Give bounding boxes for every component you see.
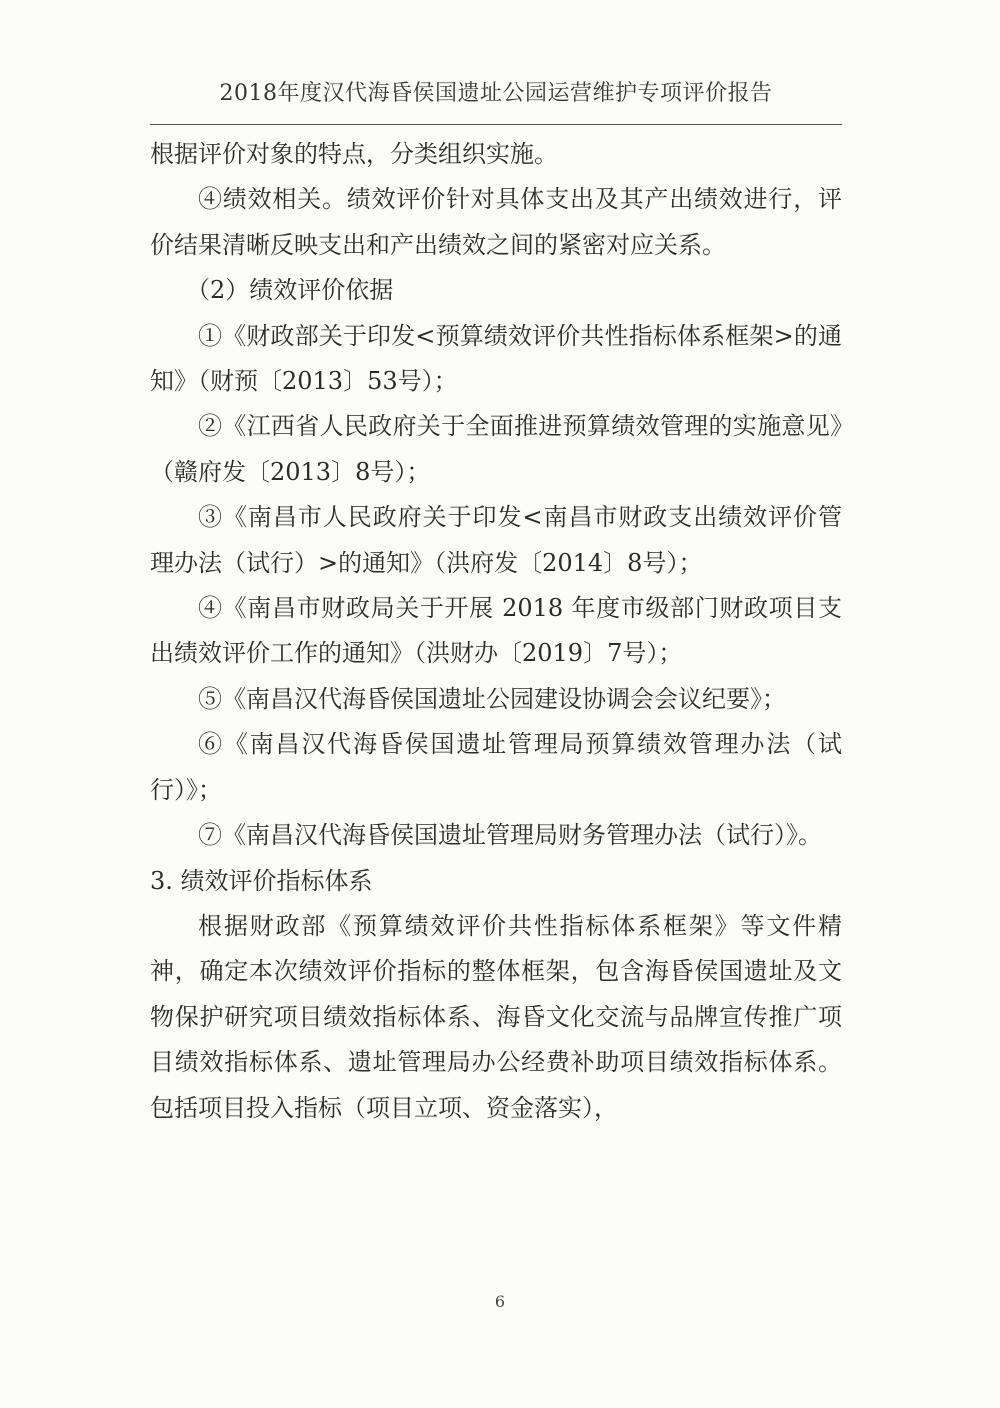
basis-item-4: ④《南昌市财政局关于开展 2018 年度市级部门财政项目支出绩效评价工作的通知》（洪财办〔2019〕7号）； — [150, 594, 842, 668]
page-header-title: 2018年度汉代海昏侯国遗址公园运营维护专项评价报告 — [219, 81, 773, 106]
basis-item-5: ⑤《南昌汉代海昏侯国遗址公园建设协调会会议纪要》； — [198, 684, 786, 713]
basis-item-2: ②《江西省人民政府关于全面推进预算绩效管理的实施意见》（赣府发〔2013〕8号）； — [150, 412, 842, 486]
section-heading-indicator-system: 3. 绩效评价指标体系 — [150, 866, 373, 895]
basis-item-3: ③《南昌市人民政府关于印发<南昌市财政支出绩效评价管理办法（试行）>的通知》（洪府发〔2014〕8号）； — [150, 503, 842, 577]
paragraph-indicator-framework: 根据财政部《预算绩效评价共性指标体系框架》等文件精神，确定本次绩效评价指标的整体框架，包含海昏侯国遗址及文物保护研究项目绩效指标体系、海昏文化交流与品牌宣传推广项目绩效指标体系、遗址管理局办公经费补助项目绩效指标体系。包括项目投入指标（项目立项、资金落实）， — [150, 911, 842, 1122]
paragraph-performance-related: ④绩效相关。绩效评价针对具体支出及其产出绩效进行，评价结果清晰反映支出和产出绩效之间的紧密对应关系。 — [150, 185, 842, 259]
basis-item-1: ①《财政部关于印发<预算绩效评价共性指标体系框架>的通知》（财预〔2013〕53号）； — [150, 321, 842, 396]
page-number: 6 — [494, 1292, 506, 1311]
header-divider — [150, 124, 842, 125]
document-body — [150, 132, 842, 1131]
section-heading-evaluation-basis: （2）绩效评价依据 — [186, 276, 394, 305]
paragraph-continuation: 根据评价对象的特点，分类组织实施。 — [150, 140, 558, 168]
basis-item-7: ⑦《南昌汉代海昏侯国遗址管理局财务管理办法（试行）》。 — [198, 821, 822, 850]
basis-item-6: ⑥《南昌汉代海昏侯国遗址管理局预算绩效管理办法（试行）》； — [150, 730, 842, 804]
